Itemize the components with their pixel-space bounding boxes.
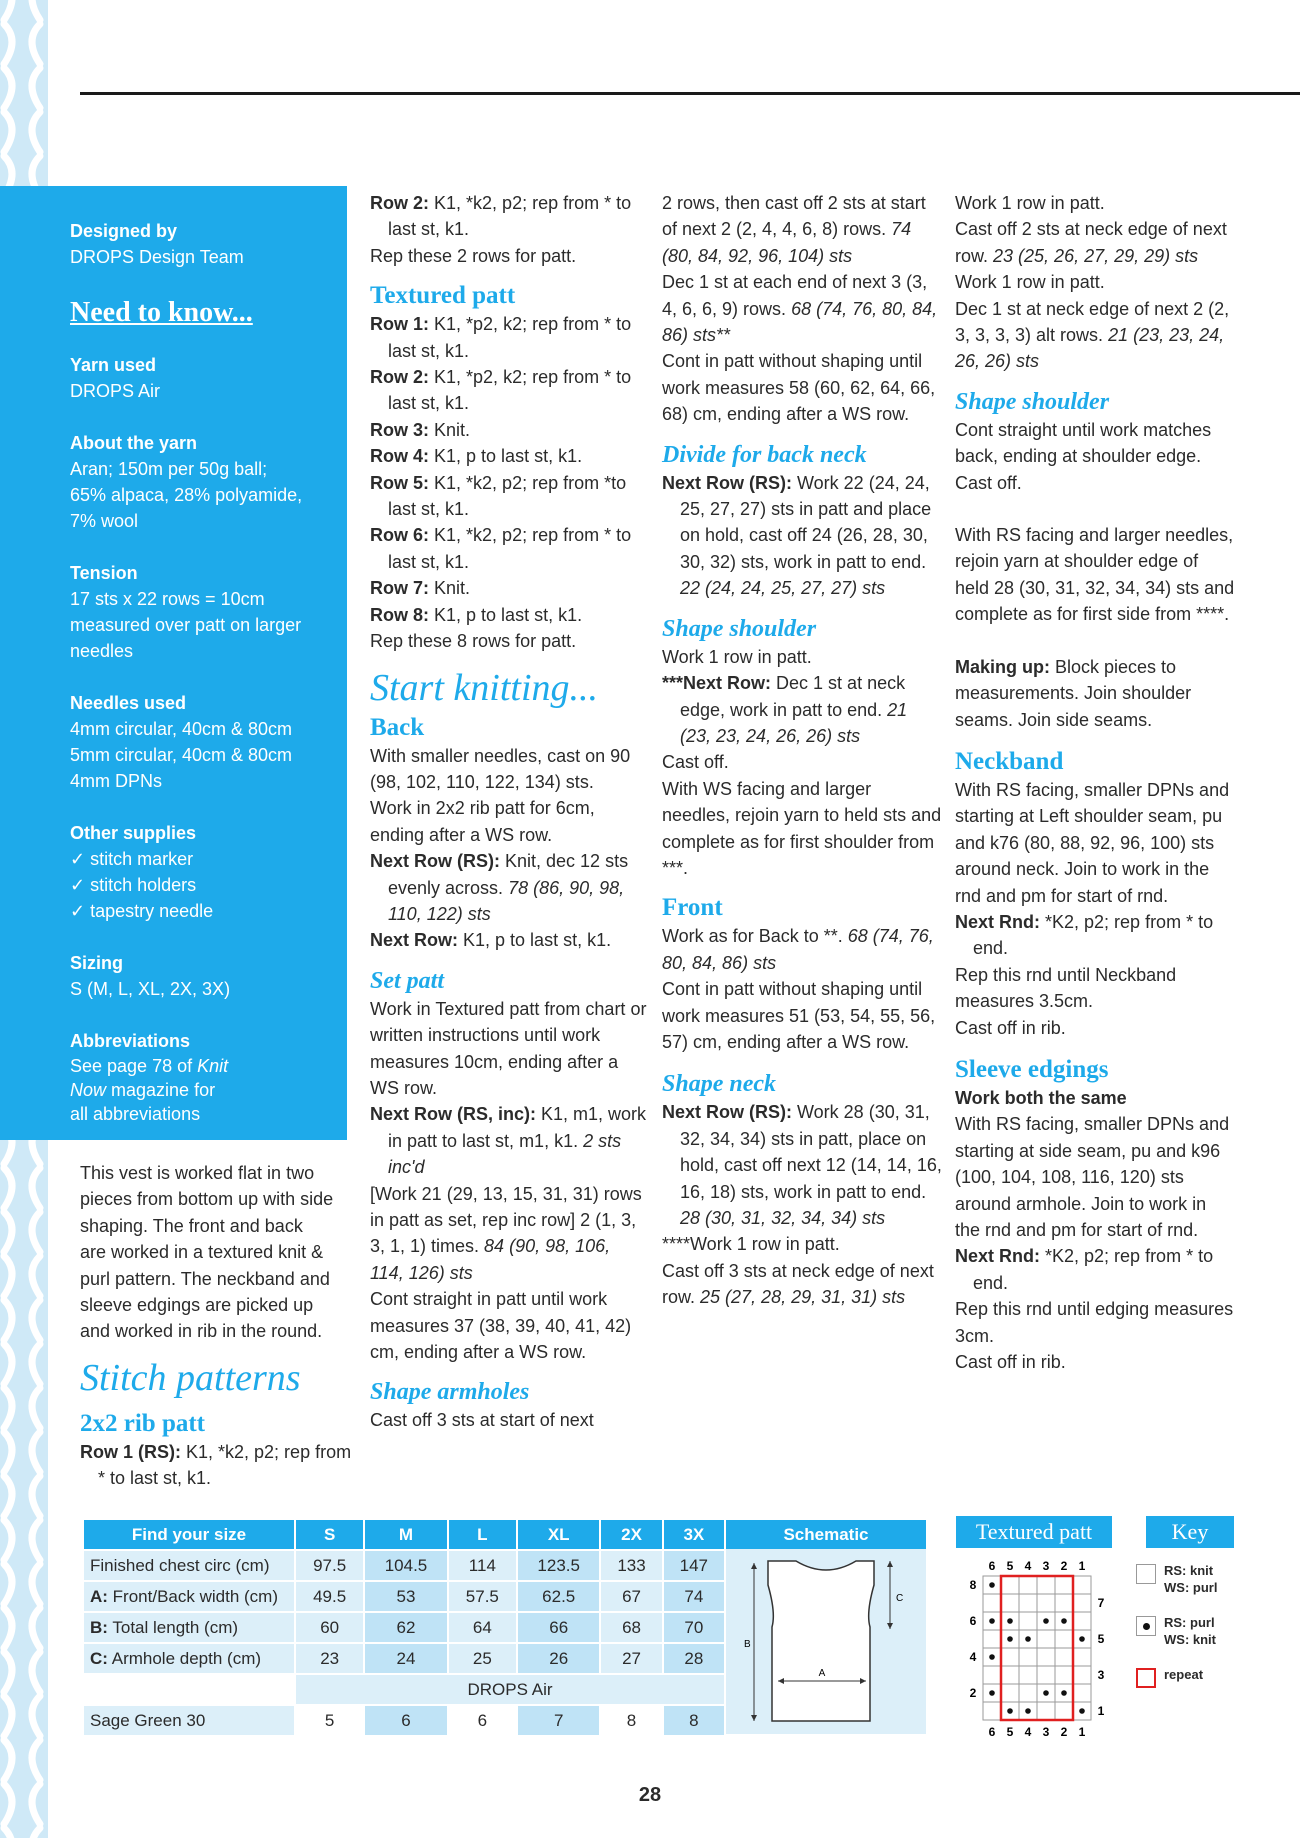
braid-loop [32, 1344, 40, 1384]
supplies-line: ✓ stitch marker [70, 849, 194, 869]
braid-loop [4, 1520, 12, 1560]
textured-row: Row 6: K1, *k2, p2; rep from * to last st, k1. [370, 525, 632, 572]
braid-loop [4, 68, 12, 108]
intro-line: shaping. The front and back [80, 1215, 303, 1236]
table-row: Finished chest circ (cm) 97.5 104.5 114 123.5 133 147 [84, 1551, 724, 1580]
braid-loop [4, 1564, 12, 1604]
braid-loop [32, 0, 40, 20]
about-yarn-label: About the yarn [70, 433, 198, 453]
chart-col-number: 3 [1042, 1725, 1050, 1739]
chart-cell [1019, 1648, 1037, 1666]
set-patt-cont: Cont straight in patt until work measures 37 (38, 39, 40, 41, 42) cm, ending after a WS row. [370, 1289, 632, 1363]
supplies-line: ✓ stitch holders [70, 875, 197, 895]
label-c: C [896, 1593, 904, 1604]
braid-loop [4, 1432, 12, 1472]
sleeve-edgings-heading: Sleeve edgings [955, 1055, 1109, 1083]
chart-cell [1037, 1576, 1055, 1594]
table-header-cell: 3X [664, 1520, 724, 1549]
column-4 [955, 190, 1235, 1375]
purl-dot [1079, 1708, 1085, 1714]
about-yarn-line: 7% wool [70, 511, 139, 531]
chart-cell [1019, 1594, 1037, 1612]
purl-dot [1025, 1636, 1031, 1642]
purl-dot [989, 1654, 995, 1660]
shape-neck-heading: Shape neck [662, 1071, 776, 1098]
braid-loop [32, 1388, 40, 1428]
chart-col-number: 1 [1078, 1725, 1086, 1739]
braid-loop [32, 1608, 40, 1648]
braid-loop [4, 1300, 12, 1340]
front-cont: Cont in patt without shaping until work measures 51 (53, 54, 55, 56, 57) cm, ending after a WS row. [662, 979, 936, 1052]
textured-row: Row 7: Knit. [370, 578, 471, 599]
chart-cell [1073, 1594, 1091, 1612]
rib-row-1: Row 1 (RS): K1, *k2, p2; rep from * to last st, k1. [80, 1441, 352, 1489]
chart-cell [983, 1702, 1001, 1720]
chart-col-number: 6 [988, 1559, 996, 1573]
chart-cell [1037, 1648, 1055, 1666]
braid-loop [4, 1652, 12, 1692]
arrow-head [887, 1561, 893, 1567]
chart-cell [1019, 1666, 1037, 1684]
about-yarn-line: 65% alpaca, 28% polyamide, [70, 485, 303, 505]
braid-loop [4, 1828, 12, 1838]
chart-cell [983, 1630, 1001, 1648]
shoulder-cast-off: Cast off. [662, 752, 729, 773]
purl-dot [989, 1582, 995, 1588]
braid-loop [4, 1168, 12, 1208]
textured-row: Row 2: K1, *p2, k2; rep from * to last st, k1. [370, 367, 632, 414]
yarn-label: Yarn used [70, 355, 157, 375]
purl-dot [1007, 1636, 1013, 1642]
braid-loop [4, 1344, 12, 1384]
size-table-header [84, 1520, 724, 1549]
chart-col-number: 2 [1060, 1725, 1068, 1739]
textured-row: Row 4: K1, p to last st, k1. [370, 446, 583, 467]
braid-loop [4, 1212, 12, 1252]
column-2 [370, 190, 648, 1434]
neck-next-row: Next Row (RS): Work 28 (30, 31, 32, 34, 34) sts in patt, place on hold, cast off next 12 (14, 14, 16, 16, 18) sts, work in patt to end. 28 (30, 31, 32, 34, 34) sts [662, 1102, 942, 1228]
braid-loop [4, 1388, 12, 1428]
shoulder-rejoin: With WS facing and larger needles, rejoin yarn to held sts and complete as for first shoulder from ***. [662, 778, 942, 878]
chart-cell [1073, 1666, 1091, 1684]
back-heading: Back [370, 713, 425, 741]
key-item-knit: RS: knit WS: purl [1136, 1560, 1296, 1612]
sizing-value: S (M, L, XL, 2X, 3X) [70, 979, 231, 999]
key-item-repeat: repeat [1136, 1664, 1296, 1716]
armholes-text: Cast off 3 sts at start of next [370, 1410, 594, 1431]
chart-cell [1055, 1666, 1073, 1684]
set-patt-heading: Set patt [370, 967, 445, 994]
chart-row-number: 6 [969, 1614, 977, 1628]
need-to-know-heading: Need to know... [70, 297, 253, 328]
chart-row-number: 8 [969, 1578, 977, 1592]
header-rule [80, 92, 1300, 95]
braid-loop [4, 24, 12, 64]
table-row: A: Front/Back width (cm) 49.5 53 57.5 62.5 67 74 [84, 1582, 724, 1611]
column-3 [662, 190, 942, 1311]
chart-cell [1037, 1666, 1055, 1684]
chart-col-number: 4 [1024, 1725, 1032, 1739]
sidebar-info-panel [0, 186, 347, 1140]
braid-loop [32, 1476, 40, 1516]
chart-cell [983, 1666, 1001, 1684]
chart-cell [1001, 1594, 1019, 1612]
chart-cell [1001, 1666, 1019, 1684]
braid-loop [32, 1740, 40, 1780]
back-rib: Work in 2x2 rib patt for 6cm, ending after a WS row. [370, 798, 595, 845]
yarn-subheader-row [84, 1675, 724, 1704]
textured-row: Row 5: K1, *k2, p2; rep from *to last st, k1. [370, 472, 627, 520]
needles-line: 5mm circular, 40cm & 80cm [70, 745, 293, 765]
supplies-label: Other supplies [70, 823, 197, 843]
braid-loop [4, 1608, 12, 1648]
textured-row: Row 1: K1, *p2, k2; rep from * to last st, k1. [370, 314, 632, 361]
braid-loop [32, 1520, 40, 1560]
braid-loop [32, 1256, 40, 1296]
stitch-patterns-heading: Stitch patterns [80, 1356, 301, 1399]
supplies-line: ✓ tapestry needle [70, 901, 214, 921]
key-item-purl: RS: purl WS: knit [1136, 1612, 1296, 1664]
purl-dot [1043, 1690, 1049, 1696]
back-next-row: Next Row (RS): Knit, dec 12 sts evenly across. 78 (86, 90, 98, 110, 122) sts [370, 851, 629, 924]
page-number: 28 [638, 1784, 662, 1806]
braid-loop [32, 112, 40, 152]
intro-line: are worked in a textured knit & [80, 1242, 324, 1263]
purl-dot [1007, 1708, 1013, 1714]
braid-loop [32, 1696, 40, 1736]
tension-line: 17 sts x 22 rows = 10cm [70, 589, 265, 609]
shape-shoulder-heading-2: Shape shoulder [955, 388, 1110, 415]
chart-title: Textured patt [956, 1516, 1112, 1548]
arrow-head [751, 1715, 757, 1721]
intro-line: This vest is worked flat in two [80, 1163, 315, 1183]
about-yarn-line: Aran; 150m per 50g ball; [70, 459, 268, 479]
braid-loop [32, 1652, 40, 1692]
textured-repeat: Rep these 8 rows for patt. [370, 631, 577, 652]
chart-row-number: 7 [1097, 1596, 1105, 1610]
chart-cell [1019, 1576, 1037, 1594]
abbreviations-label: Abbreviations [70, 1031, 191, 1051]
braid-loop [32, 1432, 40, 1472]
sleeve-subheading: Work both the same [955, 1087, 1127, 1108]
column-1 [80, 1160, 352, 1492]
sizing-label: Sizing [70, 953, 123, 973]
purl-dot [1061, 1690, 1067, 1696]
chart-cell [1037, 1702, 1055, 1720]
intro-line: pieces from bottom up with side [80, 1189, 334, 1210]
shoulder-text: Work 1 row in patt. [662, 646, 812, 667]
rib-repeat: Rep these 2 rows for patt. [370, 245, 577, 266]
repeat-box-icon [1136, 1668, 1156, 1688]
chart-cell [1037, 1630, 1055, 1648]
empty-square-icon [1136, 1564, 1156, 1584]
back-next-row-2: Next Row: K1, p to last st, k1. [370, 930, 612, 951]
textured-row: Row 3: Knit. [370, 419, 471, 440]
chart-cell [1073, 1612, 1091, 1630]
braid-loop [32, 68, 40, 108]
arrow-head [887, 1623, 893, 1629]
tension-line: needles [70, 641, 134, 661]
tension-label: Tension [70, 563, 138, 583]
chart-cell [1037, 1594, 1055, 1612]
needles-line: 4mm DPNs [70, 771, 163, 791]
chart-row-number: 3 [1097, 1668, 1105, 1682]
braid-loop [4, 1696, 12, 1736]
intro-line: sleeve edgings are picked up [80, 1295, 314, 1316]
table-header-cell: L [449, 1520, 516, 1549]
textured-patt-chart [955, 1550, 1125, 1750]
table-header-cell: Find your size [84, 1520, 294, 1549]
neckband-next-rnd: Next Rnd: *K2, p2; rep from * to end. [955, 911, 1214, 959]
chart-cell [1001, 1576, 1019, 1594]
front-heading: Front [662, 894, 723, 922]
col4-cast-off: Cast off 2 sts at neck edge of next row. 23 (25, 26, 27, 29, 29) sts [955, 219, 1227, 266]
tension-line: measured over patt on larger [70, 615, 302, 635]
braid-loop [4, 1476, 12, 1516]
chart-cell [1001, 1648, 1019, 1666]
col4-work-row-2: Work 1 row in patt. [955, 272, 1105, 293]
col4-dec: Dec 1 st at neck edge of next 2 (2, 3, 3, 3, 3) alt rows. 21 (23, 23, 24, 26, 26) sts [955, 298, 1230, 372]
chart-col-number: 3 [1042, 1559, 1050, 1573]
front-text: Work as for Back to **. 68 (74, 76, 80, 84, 86) sts [662, 926, 934, 973]
braid-loop [32, 1564, 40, 1604]
sleeve-text: With RS facing, smaller DPNs and starting at side seam, pu and k96 (100, 104, 108, 116, 120) sts around armhole. Join to work in the rnd and pm for start of rnd. [955, 1114, 1230, 1240]
armholes-cont: 2 rows, then cast off 2 sts at start of next 2 (2, 4, 4, 6, 8) rows. 74 (80, 84, 92, 96, 104) sts [662, 193, 926, 266]
set-patt-next-row: Next Row (RS, inc): K1, m1, work in patt to last st, m1, k1. 2 sts inc'd [370, 1104, 647, 1178]
neckband-heading: Neckband [955, 747, 1064, 775]
chart-cell [1055, 1702, 1073, 1720]
intro-line: and worked in rib in the round. [80, 1321, 323, 1342]
chart-cell [1055, 1630, 1073, 1648]
table-row: Sage Green 30 5 6 6 7 8 8 [84, 1706, 724, 1735]
divide-next-row: Next Row (RS): Work 22 (24, 24, 25, 27, 27) sts in patt and place on hold, cast off 24 (26, 28, 30, 30, 32) sts, work in patt to end. 22 (24, 24, 25, 27, 27) sts [662, 472, 932, 599]
intro-line: purl pattern. The neckband and [80, 1268, 330, 1289]
neckband-cast-off: Cast off in rib. [955, 1017, 1066, 1038]
purl-dot [1043, 1618, 1049, 1624]
armholes-dec: Dec 1 st at each end of next 3 (3, 4, 6, 6, 9) rows. 68 (74, 76, 80, 84, 86) sts** [662, 272, 938, 346]
chart-cell [1001, 1684, 1019, 1702]
chart-cell [1073, 1576, 1091, 1594]
braid-loop [32, 1300, 40, 1340]
braid-loop [4, 112, 12, 152]
shape-armholes-heading: Shape armholes [370, 1379, 530, 1406]
key-title: Key [1146, 1516, 1234, 1548]
yarn-subheader: DROPS Air [296, 1675, 724, 1704]
rib-row-2: Row 2: K1, *k2, p2; rep from * to last st, k1. [370, 193, 632, 240]
purl-dot [1061, 1618, 1067, 1624]
dot-square-icon [1136, 1616, 1156, 1636]
chart-row-number: 1 [1097, 1704, 1105, 1718]
table-header-cell: M [365, 1520, 446, 1549]
chart-col-number: 6 [988, 1725, 996, 1739]
armholes-straight: Cont in patt without shaping until work measures 58 (60, 62, 64, 66, 68) cm, ending after a WS row. [662, 351, 936, 425]
table-row: C: Armhole depth (cm) 23 24 25 26 27 28 [84, 1644, 724, 1673]
sleeve-cast-off: Cast off in rib. [955, 1352, 1066, 1373]
vest-outline [768, 1561, 874, 1721]
chart-row-number: 5 [1097, 1632, 1105, 1646]
back-cast-on: With smaller needles, cast on 90 (98, 102, 110, 122, 134) sts. [370, 745, 631, 792]
textured-row: Row 8: K1, p to last st, k1. [370, 604, 583, 625]
chart-cell [1019, 1684, 1037, 1702]
designed-by-label: Designed by [70, 221, 178, 241]
chart-cell [1073, 1648, 1091, 1666]
schematic-title: Schematic [726, 1520, 926, 1549]
arrow-head [751, 1563, 757, 1569]
chart-cell [983, 1594, 1001, 1612]
chart-row-number: 2 [969, 1686, 977, 1700]
braid-loop [4, 1740, 12, 1780]
purl-dot [1079, 1636, 1085, 1642]
purl-dot [1025, 1708, 1031, 1714]
chart-col-number: 1 [1078, 1559, 1086, 1573]
chart-col-number: 5 [1006, 1725, 1014, 1739]
col4-work-row: Work 1 row in patt. [955, 193, 1105, 213]
purl-dot [1007, 1618, 1013, 1624]
sleeve-repeat: Rep this rnd until edging measures 3cm. [955, 1299, 1234, 1346]
designed-by-value: DROPS Design Team [70, 247, 244, 267]
braid-loop [32, 1828, 40, 1838]
making-up: Making up: Block pieces to measurements. Join shoulder seams. Join side seams. [955, 656, 1192, 730]
label-a: A [818, 1668, 826, 1679]
chart-col-number: 4 [1024, 1559, 1032, 1573]
textured-patt-heading: Textured patt [370, 282, 516, 310]
chart-cell [1055, 1648, 1073, 1666]
braid-loop [32, 1212, 40, 1252]
table-header-cell: 2X [601, 1520, 661, 1549]
start-knitting-heading: Start knitting... [370, 666, 598, 709]
yarn-value: DROPS Air [70, 381, 161, 401]
chart-cell [1073, 1684, 1091, 1702]
set-patt-work: [Work 21 (29, 13, 15, 31, 31) rows in patt as set, rep inc row] 2 (1, 3, 3, 1, 1) times. 84 (90, 98, 106, 114, 126) sts [370, 1183, 642, 1283]
shape-shoulder-heading: Shape shoulder [662, 615, 817, 642]
vest-schematic-diagram [726, 1549, 926, 1734]
schematic-panel [726, 1520, 926, 1734]
needles-line: 4mm circular, 40cm & 80cm [70, 719, 293, 739]
needles-label: Needles used [70, 693, 187, 713]
neck-work-row: ****Work 1 row in patt. [662, 1234, 840, 1255]
table-row: B: Total length (cm) 60 62 64 66 68 70 [84, 1613, 724, 1642]
purl-dot [989, 1618, 995, 1624]
set-patt-text: Work in Textured patt from chart or written instructions until work measures 10cm, ending after a WS row. [370, 998, 647, 1098]
chart-col-number: 2 [1060, 1559, 1068, 1573]
table-header-cell: S [296, 1520, 363, 1549]
table-header-cell: XL [518, 1520, 599, 1549]
braid-loop [4, 0, 12, 20]
braid-loop [32, 1168, 40, 1208]
chart-cell [1055, 1576, 1073, 1594]
abbreviations-text: See page 78 of Knit Now magazine for all abbreviations [70, 1056, 229, 1124]
shoulder-2-rejoin: With RS facing and larger needles, rejoin yarn at shoulder edge of held 28 (30, 31, 32, 34, 34) sts and complete as for first side from ****. [955, 525, 1235, 625]
chart-cell [1019, 1612, 1037, 1630]
sleeve-next-rnd: Next Rnd: *K2, p2; rep from * to end. [955, 1246, 1214, 1293]
purl-dot [989, 1690, 995, 1696]
chart-key [1136, 1560, 1296, 1716]
braid-loop [4, 1256, 12, 1296]
neckband-text: With RS facing, smaller DPNs and starting at Left shoulder seam, pu and k76 (80, 88, 92, 96, 100) sts around neck. Join to work in the rnd and pm for start of rnd. [955, 779, 1230, 906]
chart-row-number: 4 [969, 1650, 977, 1664]
chart-cell [1055, 1594, 1073, 1612]
divide-back-neck-heading: Divide for back neck [662, 441, 867, 468]
shoulder-2-text: Cont straight until work matches back, ending at shoulder edge. Cast off. [955, 419, 1212, 493]
label-b: B [744, 1639, 751, 1650]
braid-loop [32, 24, 40, 64]
neckband-repeat: Rep this rnd until Neckband measures 3.5cm. [955, 964, 1177, 1012]
neck-cast-off: Cast off 3 sts at neck edge of next row. 25 (27, 28, 29, 31, 31) sts [662, 1260, 934, 1308]
rib-patt-heading: 2x2 rib patt [80, 1409, 205, 1437]
shoulder-next-row: ***Next Row: Dec 1 st at neck edge, work in patt to end. 21 (23, 23, 24, 26, 26) sts [662, 673, 908, 746]
size-table [82, 1518, 726, 1737]
chart-col-number: 5 [1006, 1559, 1014, 1573]
